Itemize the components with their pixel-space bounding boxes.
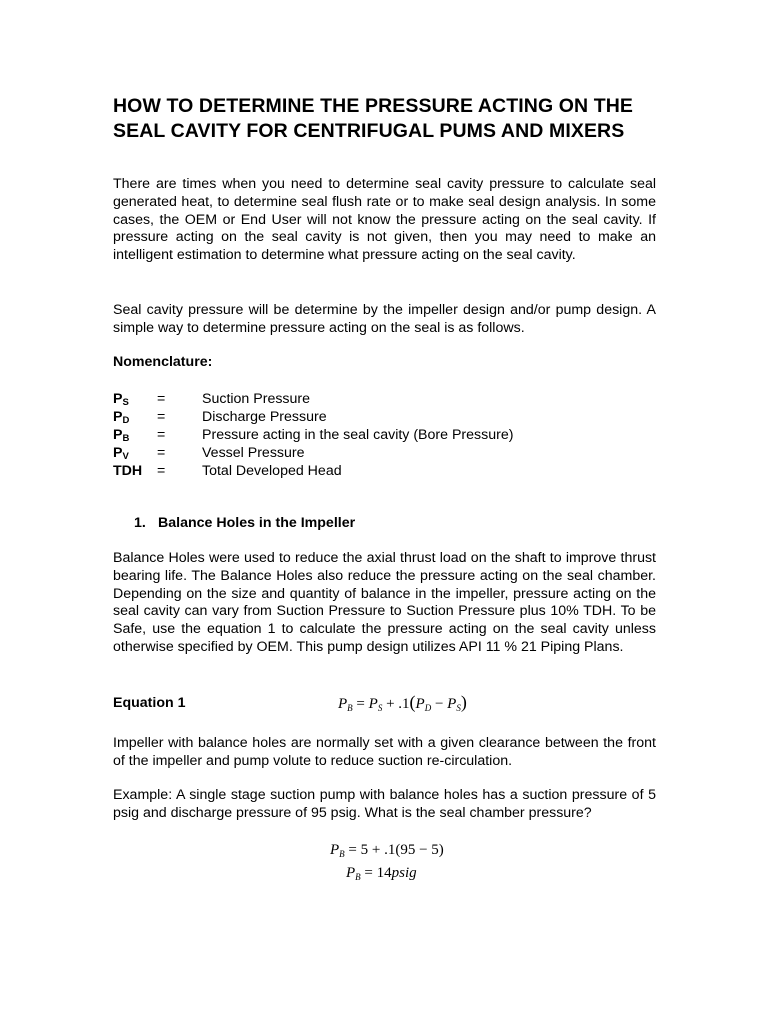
nomenclature-equals: =: [157, 463, 166, 479]
equation-label: Equation 1: [113, 695, 186, 711]
intro-paragraph: There are times when you need to determine seal cavity pressure to calculate seal generated heat, to determine seal flush rate or to make seal design analysis. In some cases, the OEM or End User will not know the pressure acting on the seal cavity. If pressure acting on the seal cavity is not given, then you may need to make an intelligent estimation to determine what pressure acting on the seal cavity.: [113, 176, 656, 264]
nomenclature-equals: =: [157, 445, 166, 461]
second-paragraph: Seal cavity pressure will be determine by the impeller design and/or pump design. A simple way to determine pressure acting on the seal is as follows.: [113, 302, 656, 336]
nomenclature-definition: Vessel Pressure: [202, 445, 305, 461]
balance-holes-paragraph: Balance Holes were used to reduce the axial thrust load on the shaft to improve thrust bearing life. The Balance Holes also reduce the pressure acting on the seal chamber. Depending on the size and quantity of balance in the impeller, pressure acting on the seal cavity can vary from Suction Pressure to Suction Pressure plus 10% TDH. To be Safe, use the equation 1 to calculate the pressure acting on the seal cavity unless otherwise specified by OEM. This pump design utilizes API 11 % 21 Piping Plans.: [113, 550, 656, 655]
equation-1: $P_B = P_S + .1(P_D - P_S)$: [338, 692, 467, 713]
section-number: 1.: [134, 515, 146, 531]
example-equation-1: $P_B = 5 + .1(95 - 5)$: [330, 842, 444, 859]
document-title: HOW TO DETERMINE THE PRESSURE ACTING ON THE SEAL CAVITY FOR CENTRIFUGAL PUMS AND MIXERS: [113, 95, 633, 142]
nomenclature-equals: =: [157, 409, 166, 425]
nomenclature-symbol: $P_D$: [113, 409, 130, 426]
impeller-paragraph: Impeller with balance holes are normally set with a given clearance between the front of the impeller and pump volute to reduce suction re-circulation.: [113, 735, 656, 769]
nomenclature-definition: Discharge Pressure: [202, 409, 327, 425]
section-heading: [134, 514, 355, 532]
nomenclature-symbol: $P_V$: [113, 445, 129, 462]
nomenclature-definition: Suction Pressure: [202, 391, 311, 407]
example-paragraph: Example: A single stage suction pump with balance holes has a suction pressure of 5 psig and discharge pressure of 95 psig. What is the seal chamber pressure?: [113, 787, 656, 821]
nomenclature-symbol: TDH: [113, 463, 143, 479]
example-equation-2: $P_B$ = 14psig: [346, 865, 417, 882]
nomenclature-heading: Nomenclature:: [113, 354, 213, 370]
nomenclature-equals: =: [157, 391, 166, 407]
nomenclature-symbol: $P_B$: [113, 427, 130, 444]
nomenclature-equals: =: [157, 427, 166, 443]
section-title: Balance Holes in the Impeller: [158, 515, 356, 531]
nomenclature-symbol: $P_S$: [113, 391, 129, 408]
nomenclature-definition: Total Developed Head: [202, 463, 342, 479]
nomenclature-definition: Pressure acting in the seal cavity (Bore Pressure): [202, 427, 514, 443]
